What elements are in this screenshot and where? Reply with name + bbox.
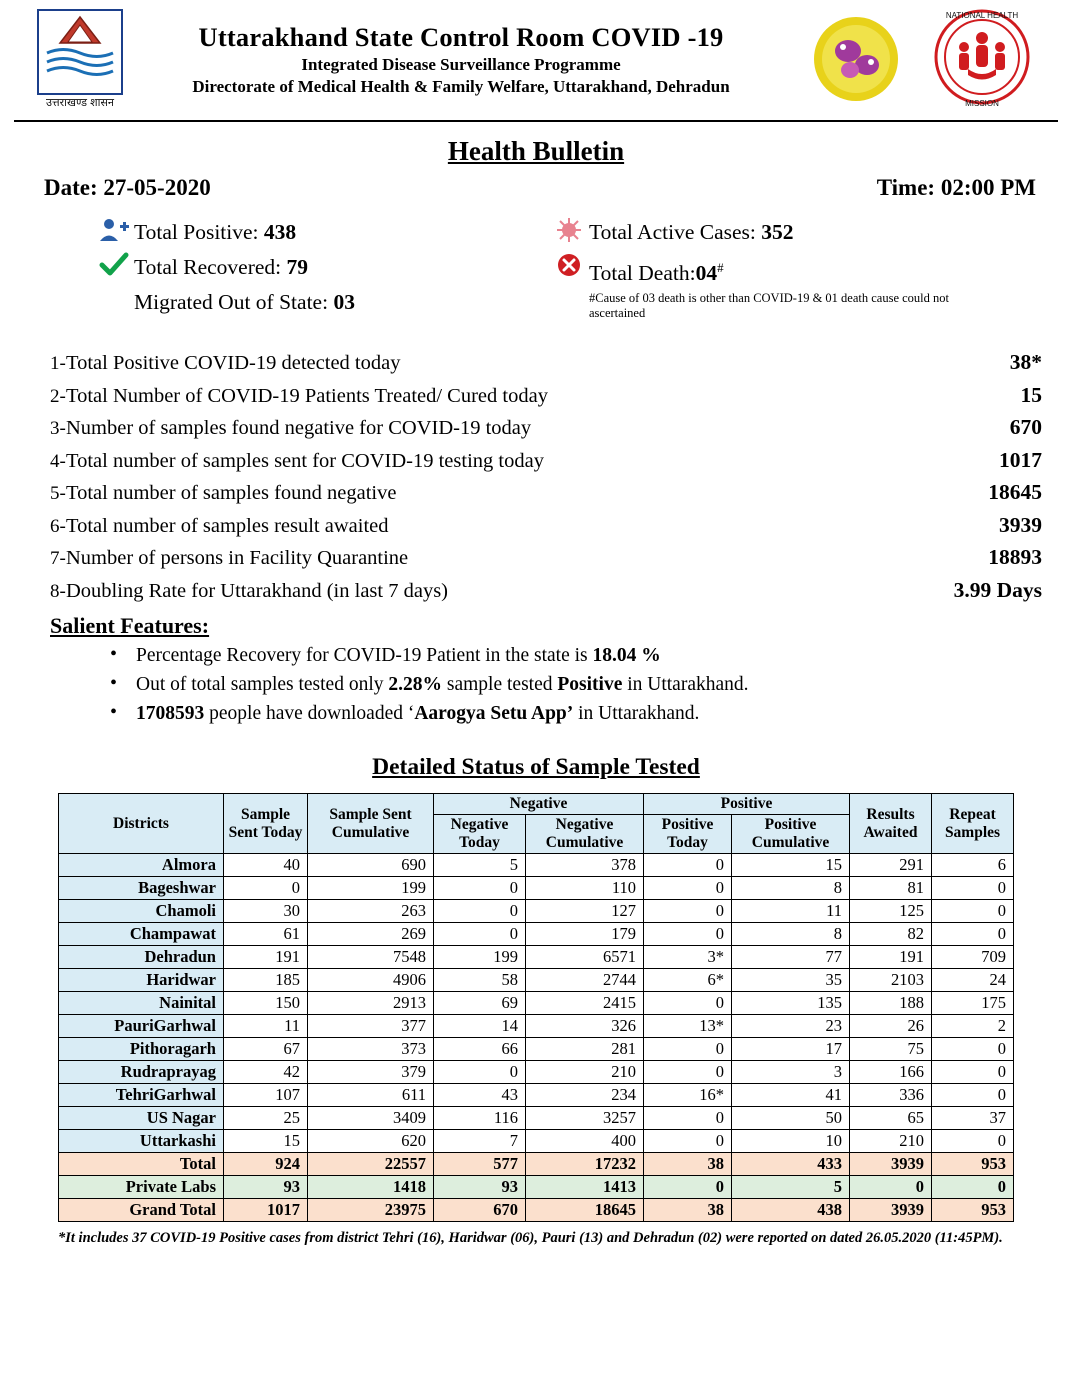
page-subtitle-2: Directorate of Medical Health & Family Welfare, Uttarakhand, Dehradun — [192, 76, 730, 96]
cell-nt: 69 — [434, 992, 526, 1015]
cell-pc: 15 — [732, 854, 850, 877]
header-sample-sent-cumulative: Sample Sent Cumulative — [308, 794, 434, 854]
cell-sst: 185 — [224, 969, 308, 992]
header-negative-group: Negative — [434, 794, 644, 815]
cell-ra: 81 — [850, 877, 932, 900]
cell-nt: 670 — [434, 1199, 526, 1222]
summary-left-value-0: 438 — [263, 220, 297, 244]
cell-rs: 175 — [932, 992, 1014, 1015]
cell-nt: 116 — [434, 1107, 526, 1130]
header-positive-group: Positive — [644, 794, 850, 815]
cell-nc: 326 — [526, 1015, 644, 1038]
cell-ssc: 199 — [308, 877, 434, 900]
summary-right-label-1: Total Death: — [589, 261, 696, 286]
cell-sst: 150 — [224, 992, 308, 1015]
summary-right-column — [549, 217, 1004, 321]
cell-ssc: 373 — [308, 1038, 434, 1061]
cell-pt: 6* — [644, 969, 732, 992]
cell-district: Nainital — [59, 992, 224, 1015]
cell-pt: 38 — [644, 1199, 732, 1222]
summary-left-text-0 — [134, 217, 296, 248]
stat-row-3 — [14, 412, 1058, 445]
stat-label-1: Total Positive COVID-19 detected today — [66, 352, 401, 375]
cell-district: Bageshwar — [59, 877, 224, 900]
table-row — [59, 1038, 1014, 1061]
cell-nc: 179 — [526, 923, 644, 946]
bulletin-title: Health Bulletin — [447, 136, 625, 166]
cell-ra: 3939 — [850, 1153, 932, 1176]
summary-migrated-out — [94, 287, 549, 318]
cell-nt: 0 — [434, 1061, 526, 1084]
summary-right-value-1: 04 — [695, 261, 718, 286]
cell-nt: 66 — [434, 1038, 526, 1061]
salient-item-1-bold: 18.04 % — [592, 645, 661, 667]
cell-district: US Nagar — [59, 1107, 224, 1130]
cell-rs: 24 — [932, 969, 1014, 992]
cell-ra: 210 — [850, 1130, 932, 1153]
cell-sst: 11 — [224, 1015, 308, 1038]
salient-item-2-bold: 2.28% — [388, 674, 443, 696]
cell-district: Pithoragarh — [59, 1038, 224, 1061]
cell-nc: 18645 — [526, 1199, 644, 1222]
cell-ssc: 2913 — [308, 992, 434, 1015]
stat-label-2: Total Number of COVID-19 Patients Treated/ Cured today — [66, 384, 548, 407]
cell-nc: 110 — [526, 877, 644, 900]
cell-pt: 16* — [644, 1084, 732, 1107]
stat-value-2: 15 — [1020, 382, 1042, 407]
summary-right-text-1 — [589, 252, 724, 289]
stat-row-7 — [14, 542, 1058, 575]
cell-sst: 67 — [224, 1038, 308, 1061]
table-row — [59, 1015, 1014, 1038]
cell-rs: 953 — [932, 1153, 1014, 1176]
nhm-logo-icon — [912, 7, 1052, 111]
header-results-awaited: Results Awaited — [850, 794, 932, 854]
stat-label-5: Total number of samples found negative — [66, 482, 397, 505]
stat-number-4: 4- — [50, 450, 66, 472]
table-row-grand-total — [59, 1199, 1014, 1222]
cell-district: Uttarkashi — [59, 1130, 224, 1153]
cell-sst: 93 — [224, 1176, 308, 1199]
cell-pt: 38 — [644, 1153, 732, 1176]
stat-label-8: Doubling Rate for Uttarakhand (in last 7 days) — [66, 579, 449, 602]
table-row — [59, 1084, 1014, 1107]
cell-ra: 75 — [850, 1038, 932, 1061]
stat-value-4: 1017 — [999, 447, 1042, 472]
cell-rs: 0 — [932, 877, 1014, 900]
cell-nc: 378 — [526, 854, 644, 877]
cell-rs: 2 — [932, 1015, 1014, 1038]
cell-ra: 336 — [850, 1084, 932, 1107]
stat-number-3: 3- — [50, 418, 66, 440]
summary-section — [14, 217, 1058, 321]
page-title: Uttarakhand State Control Room COVID -19 — [198, 21, 724, 52]
cell-rs: 0 — [932, 1130, 1014, 1153]
svg-text:NATIONAL HEALTH: NATIONAL HEALTH — [945, 11, 1019, 20]
cell-sst: 42 — [224, 1061, 308, 1084]
cell-ra: 65 — [850, 1107, 932, 1130]
cell-pt: 3* — [644, 946, 732, 969]
table-row — [59, 923, 1014, 946]
table-row — [59, 877, 1014, 900]
cell-district: Private Labs — [59, 1176, 224, 1199]
stat-number-5: 5- — [50, 483, 66, 505]
uttarakhand-emblem-block — [20, 9, 140, 110]
salient-item-1 — [110, 641, 1058, 670]
cell-ssc: 377 — [308, 1015, 434, 1038]
header-positive-today: Positive Today — [644, 815, 732, 854]
salient-item-2-pre: Out of total samples tested only — [136, 674, 389, 696]
cell-sst: 30 — [224, 900, 308, 923]
stat-label-7: Number of persons in Facility Quarantine — [66, 547, 409, 570]
cell-district: Dehradun — [59, 946, 224, 969]
cell-pc: 135 — [732, 992, 850, 1015]
summary-right-value-0: 352 — [761, 220, 794, 244]
cell-pt: 0 — [644, 1038, 732, 1061]
cell-nt: 93 — [434, 1176, 526, 1199]
header-logos — [782, 7, 1052, 111]
sample-tested-table — [58, 793, 1014, 1222]
cell-ra: 0 — [850, 1176, 932, 1199]
table-row — [59, 1130, 1014, 1153]
cell-pc: 3 — [732, 1061, 850, 1084]
table-row — [59, 946, 1014, 969]
cell-pc: 433 — [732, 1153, 850, 1176]
header-districts: Districts — [59, 794, 224, 854]
salient-item-1-pre: Percentage Recovery for COVID-19 Patient in the state is — [136, 645, 593, 667]
table-row-private-labs — [59, 1176, 1014, 1199]
table-head — [59, 794, 1014, 854]
check-icon — [94, 252, 134, 287]
summary-left-label-2: Migrated Out of State: — [134, 290, 329, 314]
cell-rs: 0 — [932, 923, 1014, 946]
cell-ra: 2103 — [850, 969, 932, 992]
table-row — [59, 969, 1014, 992]
salient-item-2-post: sample tested — [442, 674, 558, 696]
cell-ra: 291 — [850, 854, 932, 877]
salient-item-3 — [110, 699, 1058, 728]
stat-number-6: 6- — [50, 515, 66, 537]
page-subtitle-1: Integrated Disease Surveillance Programme — [301, 54, 621, 74]
people-plus-icon — [94, 217, 134, 252]
cell-nt: 0 — [434, 877, 526, 900]
cell-pt: 0 — [644, 1176, 732, 1199]
header-title-block — [140, 22, 782, 97]
cell-nc: 127 — [526, 900, 644, 923]
table-body — [59, 854, 1014, 1222]
summary-left-label-0: Total Positive: — [134, 220, 259, 244]
header-sample-sent-today: Sample Sent Today — [224, 794, 308, 854]
summary-left-text-1 — [134, 252, 308, 283]
summary-total-active — [549, 217, 1004, 252]
salient-item-3-post: people have downloaded ‘ — [204, 703, 415, 725]
summary-left-column — [94, 217, 549, 321]
cell-nc: 234 — [526, 1084, 644, 1107]
cell-nt: 14 — [434, 1015, 526, 1038]
stat-number-2: 2- — [50, 385, 66, 407]
cell-nc: 210 — [526, 1061, 644, 1084]
cell-ra: 3939 — [850, 1199, 932, 1222]
cell-nt: 199 — [434, 946, 526, 969]
cell-rs: 37 — [932, 1107, 1014, 1130]
cell-nt: 58 — [434, 969, 526, 992]
stat-number-8: 8- — [50, 580, 66, 602]
cell-district: Total — [59, 1153, 224, 1176]
cell-rs: 0 — [932, 900, 1014, 923]
cell-ra: 166 — [850, 1061, 932, 1084]
cell-nt: 43 — [434, 1084, 526, 1107]
cell-district: Grand Total — [59, 1199, 224, 1222]
cell-pc: 5 — [732, 1176, 850, 1199]
table-header-row-1 — [59, 794, 1014, 815]
cell-pt: 0 — [644, 1107, 732, 1130]
cell-nc: 3257 — [526, 1107, 644, 1130]
cell-nt: 0 — [434, 900, 526, 923]
cell-ssc: 263 — [308, 900, 434, 923]
cell-sst: 40 — [224, 854, 308, 877]
cell-pt: 0 — [644, 923, 732, 946]
death-footnote: #Cause of 03 death is other than COVID-19 & 01 death cause could not ascertained — [589, 291, 949, 321]
bulletin-date: Date: 27-05-2020 — [44, 175, 211, 200]
cell-pc: 17 — [732, 1038, 850, 1061]
table-row — [59, 992, 1014, 1015]
cell-nt: 577 — [434, 1153, 526, 1176]
header-negative-today: Negative Today — [434, 815, 526, 854]
cell-ssc: 269 — [308, 923, 434, 946]
cell-nc: 400 — [526, 1130, 644, 1153]
cell-ra: 191 — [850, 946, 932, 969]
cell-pt: 13* — [644, 1015, 732, 1038]
cell-pc: 41 — [732, 1084, 850, 1107]
stat-value-3: 670 — [1009, 415, 1042, 440]
cell-ssc: 22557 — [308, 1153, 434, 1176]
cell-ssc: 1418 — [308, 1176, 434, 1199]
stat-row-5 — [14, 477, 1058, 510]
death-footnote-marker: # — [717, 260, 724, 275]
stat-label-6: Total number of samples result awaited — [66, 514, 389, 537]
table-row — [59, 1061, 1014, 1084]
stat-label-3: Number of samples found negative for COVID-19 today — [66, 417, 532, 440]
table-footnote: *It includes 37 COVID-19 Positive cases from district Tehri (16), Haridwar (06), Pauri (13) and Dehradun (02) were reported on dated 26.05.2020 (11:45PM). — [58, 1230, 1003, 1247]
page-header — [14, 0, 1058, 122]
virus-icon — [549, 217, 589, 252]
summary-right-text-0 — [589, 217, 794, 248]
cell-ssc: 690 — [308, 854, 434, 877]
salient-item-3-bold2: Aarogya Setu App’ — [414, 703, 574, 725]
summary-left-value-1: 79 — [286, 255, 309, 279]
salient-item-3-bold: 1708593 — [136, 703, 205, 725]
stat-number-7: 7- — [50, 548, 66, 570]
cell-rs: 0 — [932, 1176, 1014, 1199]
cell-nc: 2744 — [526, 969, 644, 992]
cell-sst: 15 — [224, 1130, 308, 1153]
detailed-status-title: Detailed Status of Sample Tested — [372, 754, 700, 781]
cell-pc: 8 — [732, 923, 850, 946]
cell-pc: 23 — [732, 1015, 850, 1038]
svg-text:MISSION: MISSION — [965, 99, 999, 108]
cell-pc: 50 — [732, 1107, 850, 1130]
stat-row-4 — [14, 445, 1058, 478]
summary-left-label-1: Total Recovered: — [134, 255, 282, 279]
cell-pt: 0 — [644, 1061, 732, 1084]
cell-district: Rudraprayag — [59, 1061, 224, 1084]
stat-value-7: 18893 — [988, 545, 1042, 570]
salient-item-2-bold2: Positive — [557, 674, 623, 696]
cell-pt: 0 — [644, 1130, 732, 1153]
cell-sst: 1017 — [224, 1199, 308, 1222]
bulletin-datetime — [44, 175, 1036, 201]
statistics-list — [14, 347, 1058, 607]
cell-ssc: 3409 — [308, 1107, 434, 1130]
cell-nc: 1413 — [526, 1176, 644, 1199]
cell-pt: 0 — [644, 900, 732, 923]
cell-ra: 82 — [850, 923, 932, 946]
cell-district: Haridwar — [59, 969, 224, 992]
stat-row-8 — [14, 575, 1058, 608]
cell-nt: 7 — [434, 1130, 526, 1153]
table-row-total — [59, 1153, 1014, 1176]
summary-total-death — [549, 252, 1004, 289]
summary-right-label-0: Total Active Cases: — [589, 220, 756, 244]
stat-value-6: 3939 — [999, 512, 1042, 537]
uttarakhand-emblem-icon — [37, 9, 123, 95]
cell-sst: 107 — [224, 1084, 308, 1107]
cell-district: PauriGarhwal — [59, 1015, 224, 1038]
salient-item-3-post2: in Uttarakhand. — [573, 703, 700, 725]
stat-number-1: 1- — [50, 353, 66, 375]
summary-total-recovered — [94, 252, 549, 287]
table-row — [59, 900, 1014, 923]
cell-sst: 25 — [224, 1107, 308, 1130]
stat-row-1 — [14, 347, 1058, 380]
cell-pc: 77 — [732, 946, 850, 969]
header-negative-cumulative: Negative Cumulative — [526, 815, 644, 854]
summary-total-positive — [94, 217, 549, 252]
stat-row-2 — [14, 380, 1058, 413]
cell-nt: 5 — [434, 854, 526, 877]
salient-features-list — [110, 641, 1058, 728]
stat-value-8: 3.99 Days — [953, 577, 1042, 602]
cell-pt: 0 — [644, 992, 732, 1015]
cell-ssc: 23975 — [308, 1199, 434, 1222]
summary-left-text-2 — [134, 287, 355, 318]
cell-sst: 924 — [224, 1153, 308, 1176]
table-row — [59, 1107, 1014, 1130]
cell-rs: 0 — [932, 1084, 1014, 1107]
cell-nc: 281 — [526, 1038, 644, 1061]
cell-pc: 11 — [732, 900, 850, 923]
cell-pc: 35 — [732, 969, 850, 992]
table-row — [59, 854, 1014, 877]
cell-rs: 6 — [932, 854, 1014, 877]
cell-pc: 438 — [732, 1199, 850, 1222]
salient-item-2 — [110, 670, 1058, 699]
cell-sst: 61 — [224, 923, 308, 946]
cell-pc: 8 — [732, 877, 850, 900]
stat-row-6 — [14, 510, 1058, 543]
header-repeat-samples: Repeat Samples — [932, 794, 1014, 854]
cell-ssc: 4906 — [308, 969, 434, 992]
cell-ssc: 7548 — [308, 946, 434, 969]
cell-ssc: 611 — [308, 1084, 434, 1107]
cell-pt: 0 — [644, 877, 732, 900]
salient-item-2-post2: in Uttarakhand. — [622, 674, 749, 696]
cell-pc: 10 — [732, 1130, 850, 1153]
stat-label-4: Total number of samples sent for COVID-19 testing today — [66, 449, 544, 472]
header-positive-cumulative: Positive Cumulative — [732, 815, 850, 854]
cell-ra: 26 — [850, 1015, 932, 1038]
cell-sst: 191 — [224, 946, 308, 969]
cell-district: Champawat — [59, 923, 224, 946]
cross-circle-icon — [549, 252, 589, 287]
cell-ssc: 379 — [308, 1061, 434, 1084]
cell-rs: 709 — [932, 946, 1014, 969]
cell-rs: 953 — [932, 1199, 1014, 1222]
cell-district: Almora — [59, 854, 224, 877]
cell-district: TehriGarhwal — [59, 1084, 224, 1107]
emblem-caption: उत्तराखण्ड शासन — [45, 96, 114, 109]
cell-rs: 0 — [932, 1061, 1014, 1084]
cell-pt: 0 — [644, 854, 732, 877]
cell-nc: 6571 — [526, 946, 644, 969]
cell-nt: 0 — [434, 923, 526, 946]
cell-nc: 2415 — [526, 992, 644, 1015]
cell-ssc: 620 — [308, 1130, 434, 1153]
cell-district: Chamoli — [59, 900, 224, 923]
summary-left-value-2: 03 — [333, 290, 355, 314]
cell-ra: 125 — [850, 900, 932, 923]
cell-rs: 0 — [932, 1038, 1014, 1061]
stat-value-1: 38* — [1009, 350, 1042, 375]
stat-value-5: 18645 — [988, 480, 1042, 505]
salient-features-heading: Salient Features: — [50, 613, 210, 639]
cell-sst: 0 — [224, 877, 308, 900]
cell-nc: 17232 — [526, 1153, 644, 1176]
covid-virus-logo-icon — [810, 13, 902, 105]
cell-ra: 188 — [850, 992, 932, 1015]
bulletin-time: Time: 02:00 PM — [876, 175, 1036, 200]
